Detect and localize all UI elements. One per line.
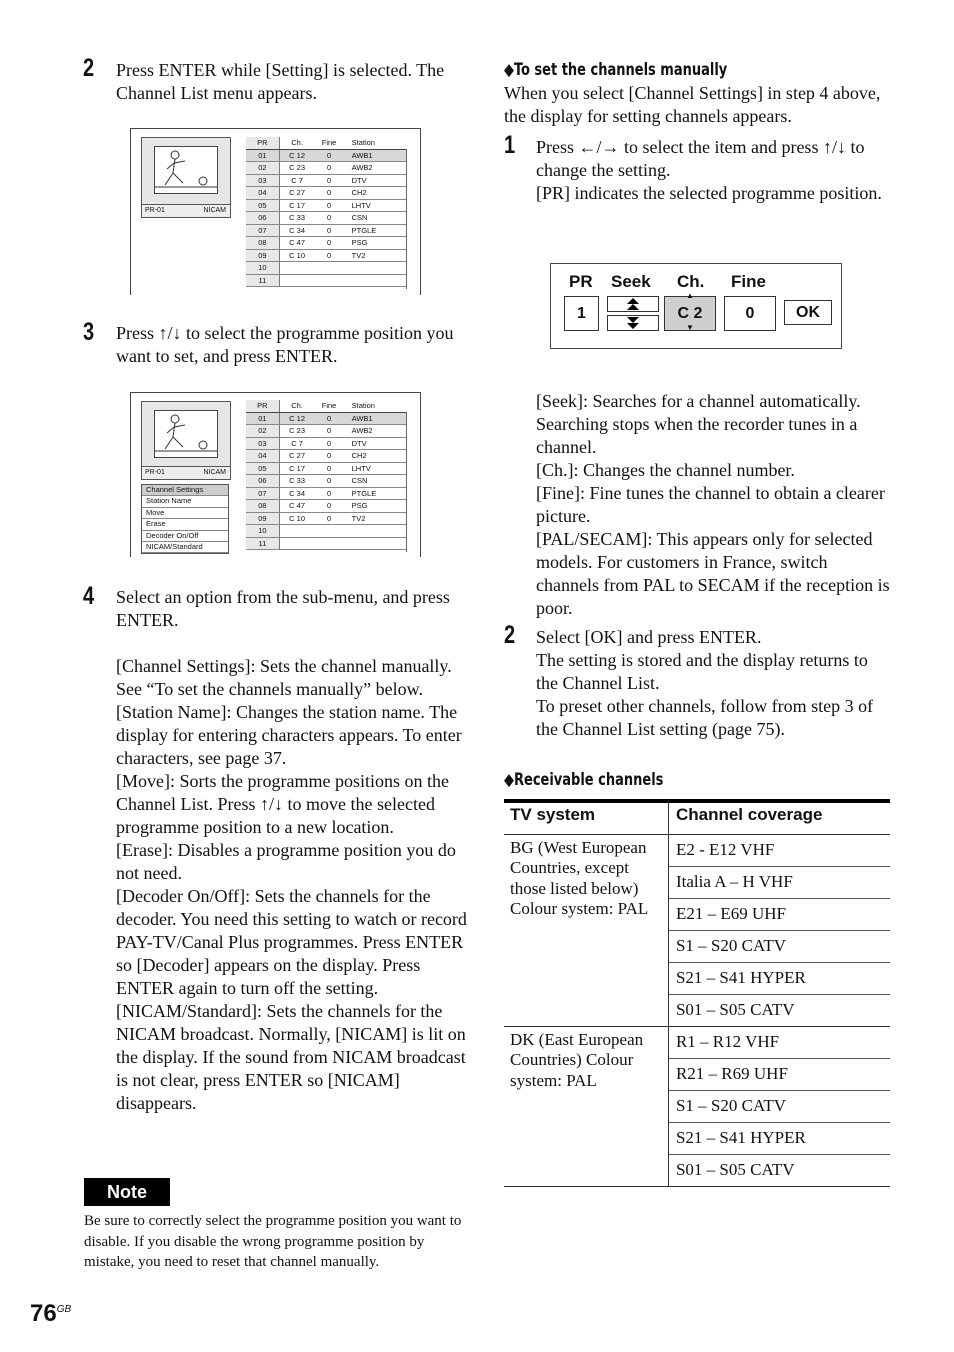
channel-row[interactable] — [246, 187, 406, 200]
fine-cell: 0 — [314, 174, 343, 187]
table-body — [504, 834, 890, 1186]
station-cell: PSG — [344, 237, 406, 250]
ch-cell: C 7 — [279, 174, 314, 187]
ch-field[interactable] — [664, 291, 716, 332]
pr-cell: 03 — [246, 174, 279, 187]
table-header-row — [504, 803, 890, 834]
channel-row[interactable] — [246, 437, 406, 450]
fine-cell: 0 — [314, 475, 343, 488]
coverage-cell: S1 – S20 CATV — [668, 1090, 890, 1122]
coverage-cell: S21 – S41 HYPER — [668, 1122, 890, 1154]
ch-cell: C 12 — [279, 412, 314, 425]
fine-cell: 0 — [314, 237, 343, 250]
step-2-number: 2 — [83, 54, 95, 82]
step-1-text2: [PR] indicates the selected programme position. — [536, 183, 882, 203]
ch-cell: C 17 — [279, 462, 314, 475]
step-4-number: 4 — [83, 582, 95, 610]
tv-system-cell: BG (West European Countries, except those listed below) Colour system: PAL — [504, 834, 668, 1026]
step-1-number: 1 — [504, 131, 516, 159]
step-2-text: Press ENTER while [Setting] is selected. The Channel List menu appears. — [116, 60, 445, 103]
fine-cell: 0 — [314, 187, 343, 200]
step-4-body — [116, 586, 468, 1115]
channel-list-submenu-screen — [130, 392, 421, 557]
station-cell: CSN — [344, 212, 406, 225]
fine-cell: 0 — [314, 437, 343, 450]
ch-cell: C 17 — [279, 199, 314, 212]
channel-table — [246, 400, 406, 550]
pip-status-bar — [141, 204, 231, 218]
station-cell — [344, 274, 406, 287]
ch-cell: C 34 — [279, 224, 314, 237]
receivable-heading: ◆Receivable channels — [504, 770, 664, 790]
coverage-cell: E2 - E12 VHF — [668, 834, 890, 866]
step-2-right-text2: The setting is stored and the display returns to the Channel List. — [536, 650, 868, 693]
step-1-body — [536, 136, 888, 205]
station-cell: AWB1 — [344, 149, 406, 162]
fine-cell — [314, 525, 343, 538]
pr-cell: 06 — [246, 475, 279, 488]
picture-preview — [141, 137, 231, 205]
station-cell: TV2 — [344, 249, 406, 262]
pr-cell: 06 — [246, 212, 279, 225]
step-4-item: [Station Name]: Changes the station name. The display for entering characters appears. To enter characters, see page 37. — [116, 702, 462, 768]
station-cell: PTGLE — [344, 224, 406, 237]
ch-cell: C 33 — [279, 475, 314, 488]
manual-heading: ◆To set the channels manually — [504, 60, 728, 80]
station-cell: CSN — [344, 475, 406, 488]
receivable-channels-table — [504, 803, 890, 1187]
channel-row[interactable] — [246, 475, 406, 488]
fine-cell: 0 — [314, 462, 343, 475]
ch-value: C 2 — [677, 305, 703, 322]
pr-cell: 07 — [246, 224, 279, 237]
channel-row[interactable] — [246, 149, 406, 162]
pr-cell: 02 — [246, 162, 279, 175]
fine-field[interactable]: 0 — [724, 296, 776, 331]
pr-cell: 08 — [246, 500, 279, 513]
pr-cell: 05 — [246, 462, 279, 475]
tv-system-cell: DK (East European Countries) Colour system: PAL — [504, 1026, 668, 1186]
page-number-value: 76 — [30, 1300, 57, 1327]
ch-down-icon: ▼ — [686, 323, 694, 332]
col-ch: Ch. — [279, 137, 314, 149]
channel-row[interactable] — [246, 174, 406, 187]
station-cell: DTV — [344, 437, 406, 450]
ch-cell: C 23 — [279, 162, 314, 175]
channel-submenu — [141, 484, 229, 554]
fine-cell — [314, 262, 343, 275]
coverage-cell: S01 – S05 CATV — [668, 994, 890, 1026]
station-cell: PSG — [344, 500, 406, 513]
pr-cell: 05 — [246, 199, 279, 212]
channel-row[interactable] — [246, 462, 406, 475]
coverage-header: Channel coverage — [668, 803, 890, 834]
fine-cell: 0 — [314, 512, 343, 525]
step-4-item: [Erase]: Disables a programme position you do not need. — [116, 840, 456, 883]
coverage-cell: S1 – S20 CATV — [668, 930, 890, 962]
step-2-right-text3: To preset other channels, follow from step 3 of the Channel List setting (page 75). — [536, 696, 874, 739]
submenu-item[interactable]: NICAM/Standard — [142, 542, 228, 553]
fine-cell — [314, 537, 343, 550]
station-cell — [344, 262, 406, 275]
station-cell: CH2 — [344, 450, 406, 463]
pr-cell: 04 — [246, 450, 279, 463]
channel-row[interactable] — [246, 500, 406, 513]
ch-cell: C 10 — [279, 512, 314, 525]
channel-row[interactable] — [246, 537, 406, 550]
pr-cell: 03 — [246, 437, 279, 450]
pal-secam-description: [PAL/SECAM]: This appears only for selected models. For customers in France, switch channels from PAL to SECAM if the reception is poor. — [536, 529, 890, 618]
manual-setting-display — [550, 263, 842, 349]
channel-rows — [246, 149, 406, 287]
scrollbar[interactable] — [406, 412, 414, 552]
step-4-item: [Channel Settings]: Sets the channel manually. See “To set the channels manually” below. — [116, 656, 452, 699]
step-2-right-body — [536, 626, 891, 741]
channel-row[interactable] — [246, 425, 406, 438]
scrollbar[interactable] — [406, 149, 414, 289]
channel-table — [246, 137, 406, 287]
station-cell: AWB1 — [344, 412, 406, 425]
ch-cell: C 7 — [279, 437, 314, 450]
seek-label: Seek — [611, 272, 651, 291]
fine-cell: 0 — [314, 224, 343, 237]
submenu-item[interactable]: Channel Settings — [142, 485, 228, 496]
station-cell: LHTV — [344, 199, 406, 212]
fine-cell: 0 — [314, 212, 343, 225]
ch-cell — [279, 274, 314, 287]
pr-cell: 10 — [246, 525, 279, 538]
manual-intro: When you select [Channel Settings] in step 4 above, the display for setting channels appears. — [504, 83, 881, 126]
fine-cell: 0 — [314, 249, 343, 262]
ch-label: Ch. — [677, 272, 705, 291]
channel-row[interactable] — [246, 450, 406, 463]
pr-cell: 07 — [246, 487, 279, 500]
pr-cell: 09 — [246, 249, 279, 262]
ch-cell: C 47 — [279, 500, 314, 513]
channel-row[interactable] — [246, 224, 406, 237]
picture-preview — [141, 401, 231, 469]
ch-cell: C 12 — [279, 149, 314, 162]
seek-down-button[interactable] — [607, 315, 659, 331]
soccer-player-icon — [155, 147, 217, 193]
seek-down-icon — [608, 316, 658, 330]
pr-cell: 11 — [246, 537, 279, 550]
pip-label: PR-01 — [145, 469, 165, 476]
channel-row[interactable] — [246, 249, 406, 262]
col-pr: PR — [246, 400, 279, 412]
pip-status-bar — [141, 466, 231, 480]
note-label: Note — [84, 1178, 170, 1206]
seek-up-button[interactable] — [607, 296, 659, 312]
fine-cell: 0 — [314, 500, 343, 513]
station-cell: TV2 — [344, 512, 406, 525]
channel-row[interactable] — [246, 199, 406, 212]
submenu-item[interactable]: Station Name — [142, 496, 228, 507]
pip-audio: NICAM — [203, 207, 226, 214]
channel-row[interactable] — [246, 487, 406, 500]
ok-button[interactable]: OK — [784, 300, 832, 325]
page-suffix: GB — [56, 1304, 72, 1315]
fine-cell: 0 — [314, 199, 343, 212]
ch-cell: C 10 — [279, 249, 314, 262]
step-3-text: Press ↑/↓ to select the programme position you want to set, and press ENTER. — [116, 323, 454, 366]
col-station: Station — [344, 400, 406, 412]
fine-label: Fine — [731, 272, 766, 291]
channel-rows — [246, 412, 406, 550]
coverage-cell: E21 – E69 UHF — [668, 898, 890, 930]
channel-row[interactable] — [246, 262, 406, 275]
fine-cell: 0 — [314, 162, 343, 175]
step-2-right-text: Select [OK] and press ENTER. — [536, 627, 762, 647]
page-number — [30, 1300, 71, 1328]
col-pr: PR — [246, 137, 279, 149]
step-1-text: Press ←/→ to select the item and press ↑/↓ to change the setting. — [536, 137, 865, 180]
pr-label: PR — [569, 272, 593, 291]
seek-up-icon — [608, 297, 658, 311]
station-cell — [344, 525, 406, 538]
station-cell: LHTV — [344, 462, 406, 475]
setting-descriptions — [536, 390, 891, 620]
step-4-intro: Select an option from the sub-menu, and press ENTER. — [116, 587, 450, 630]
station-cell: CH2 — [344, 187, 406, 200]
step-4-item: [NICAM/Standard]: Sets the channels for the NICAM broadcast. Normally, [NICAM] is lit on the display. If the sound from NICAM broadcast is not clear, press ENTER so [NICAM] disappears. — [116, 1001, 466, 1113]
ch-cell: C 33 — [279, 212, 314, 225]
fine-cell: 0 — [314, 412, 343, 425]
coverage-cell: R21 – R69 UHF — [668, 1058, 890, 1090]
submenu-item[interactable]: Erase — [142, 519, 228, 530]
channel-row[interactable] — [246, 237, 406, 250]
col-station: Station — [344, 137, 406, 149]
channel-row[interactable] — [246, 512, 406, 525]
ch-cell: C 27 — [279, 187, 314, 200]
note-text: Be sure to correctly select the programme position you want to disable. If you disable the wrong programme position by mistake, you need to reset that channel manually. — [84, 1213, 462, 1270]
station-cell: DTV — [344, 174, 406, 187]
ch-cell: C 23 — [279, 425, 314, 438]
table-row — [504, 834, 890, 866]
pip-audio: NICAM — [203, 469, 226, 476]
col-fine: Fine — [314, 400, 343, 412]
pr-cell: 04 — [246, 187, 279, 200]
station-cell — [344, 537, 406, 550]
pr-cell: 02 — [246, 425, 279, 438]
coverage-cell: S21 – S41 HYPER — [668, 962, 890, 994]
col-fine: Fine — [314, 137, 343, 149]
picture-frame — [154, 410, 218, 458]
fine-cell: 0 — [314, 487, 343, 500]
submenu-item[interactable]: Move — [142, 508, 228, 519]
seek-description: [Seek]: Searches for a channel automatically. Searching stops when the recorder tunes in a channel. — [536, 391, 861, 457]
ch-cell — [279, 525, 314, 538]
fine-cell: 0 — [314, 425, 343, 438]
ch-cell: C 34 — [279, 487, 314, 500]
channel-row[interactable] — [246, 412, 406, 425]
submenu-item[interactable]: Decoder On/Off — [142, 531, 228, 542]
station-cell: AWB2 — [344, 425, 406, 438]
pr-cell: 01 — [246, 149, 279, 162]
pr-cell: 01 — [246, 412, 279, 425]
station-cell: AWB2 — [344, 162, 406, 175]
ch-cell: C 27 — [279, 450, 314, 463]
step-4-item: [Move]: Sorts the programme positions on the Channel List. Press ↑/↓ to move the selected programme position to a new location. — [116, 771, 449, 837]
table-row — [504, 1026, 890, 1058]
pr-cell: 09 — [246, 512, 279, 525]
step-4-item: [Decoder On/Off]: Sets the channels for the decoder. You need this setting to watch or record PAY-TV/Canal Plus programmes. Press ENTER so [Decoder] appears on the display. Press ENTER again to turn off the setting. — [116, 886, 467, 998]
tv-system-header: TV system — [504, 803, 668, 834]
channel-row[interactable] — [246, 162, 406, 175]
soccer-player-icon — [155, 411, 217, 457]
ch-cell: C 47 — [279, 237, 314, 250]
channel-row[interactable] — [246, 525, 406, 538]
ch-cell — [279, 537, 314, 550]
fine-cell: 0 — [314, 450, 343, 463]
step-3-number: 3 — [83, 318, 95, 346]
coverage-cell: R1 – R12 VHF — [668, 1026, 890, 1058]
coverage-cell: S01 – S05 CATV — [668, 1154, 890, 1186]
pr-cell: 10 — [246, 262, 279, 275]
pr-field[interactable]: 1 — [564, 296, 599, 331]
channel-row[interactable] — [246, 274, 406, 287]
ch-up-icon: ▲ — [686, 291, 694, 300]
coverage-cell: Italia A – H VHF — [668, 866, 890, 898]
table-header — [246, 400, 406, 412]
table-header — [246, 137, 406, 149]
picture-frame — [154, 146, 218, 194]
pr-cell: 08 — [246, 237, 279, 250]
fine-cell: 0 — [314, 149, 343, 162]
ch-cell — [279, 262, 314, 275]
step-2-right-number: 2 — [504, 621, 516, 649]
col-ch: Ch. — [279, 400, 314, 412]
channel-list-screen — [130, 128, 421, 295]
pr-cell: 11 — [246, 274, 279, 287]
fine-description: [Fine]: Fine tunes the channel to obtain a clearer picture. — [536, 483, 885, 526]
station-cell: PTGLE — [344, 487, 406, 500]
channel-row[interactable] — [246, 212, 406, 225]
fine-cell — [314, 274, 343, 287]
ch-description: [Ch.]: Changes the channel number. — [536, 460, 795, 480]
pip-label: PR-01 — [145, 207, 165, 214]
